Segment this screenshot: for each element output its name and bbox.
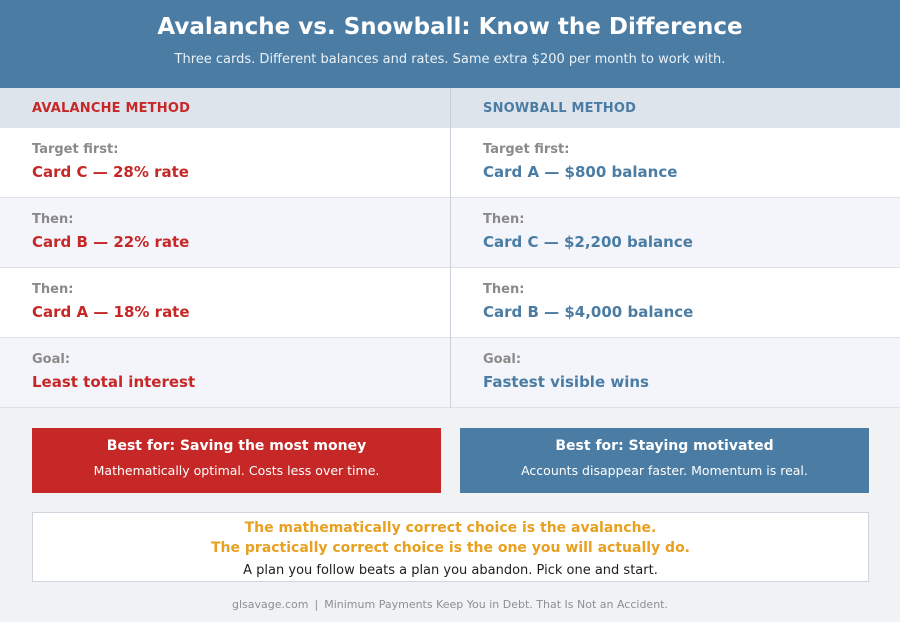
footer: [0, 598, 900, 611]
snowball-cell: [451, 128, 900, 197]
footer-tagline: Minimum Payments Keep You in Debt. That Is Not an Accident.: [324, 598, 668, 611]
page-subtitle: Three cards. Different balances and rates. Same extra $200 per month to work with.: [174, 52, 726, 67]
row-value: Card C — 28% rate: [32, 163, 189, 181]
snowball-cell: [451, 338, 900, 407]
avalanche-cell: [0, 268, 450, 337]
row-label: Goal:: [32, 352, 71, 367]
row-value: Card B — 22% rate: [32, 233, 190, 251]
best-for-title: Best for: Saving the most money: [106, 438, 367, 454]
row-value: Card B — $4,000 balance: [483, 303, 694, 321]
snowball-heading: SNOWBALL METHOD: [483, 101, 637, 116]
avalanche-cell: [0, 198, 450, 267]
avalanche-cell: [0, 128, 450, 197]
best-for-title: Best for: Staying motivated: [555, 438, 774, 454]
avalanche-best-for-box: [32, 428, 441, 493]
footer-site: glsavage.com: [232, 598, 309, 611]
verdict-box: [32, 512, 869, 582]
avalanche-column-header: [0, 88, 450, 128]
snowball-cell: [451, 268, 900, 337]
best-for-description: Accounts disappear faster. Momentum is real.: [521, 463, 808, 478]
snowball-best-for-box: [460, 428, 869, 493]
row-label: Target first:: [483, 142, 570, 157]
snowball-cell: [451, 198, 900, 267]
avalanche-cell: [0, 338, 450, 407]
row-value: Card A — $800 balance: [483, 163, 678, 181]
snowball-column-header: [451, 88, 900, 128]
row-value: Card C — $2,200 balance: [483, 233, 693, 251]
avalanche-heading: AVALANCHE METHOD: [32, 101, 191, 116]
row-label: Goal:: [483, 352, 522, 367]
column-divider: [450, 88, 451, 408]
row-label: Then:: [32, 282, 74, 297]
header-banner: [0, 0, 900, 88]
verdict-line-3: A plan you follow beats a plan you abandon. Pick one and start.: [243, 563, 658, 578]
page-title: Avalanche vs. Snowball: Know the Difference: [157, 14, 743, 40]
best-for-description: Mathematically optimal. Costs less over time.: [93, 463, 380, 478]
row-value: Fastest visible wins: [483, 373, 649, 391]
footer-separator: |: [314, 598, 319, 611]
row-label: Target first:: [32, 142, 119, 157]
verdict-line-1: The mathematically correct choice is the avalanche.: [244, 520, 657, 536]
row-label: Then:: [483, 212, 525, 227]
row-value: Least total interest: [32, 373, 196, 391]
row-label: Then:: [32, 212, 74, 227]
verdict-line-2: The practically correct choice is the one you will actually do.: [210, 540, 690, 556]
row-value: Card A — 18% rate: [32, 303, 190, 321]
row-label: Then:: [483, 282, 525, 297]
